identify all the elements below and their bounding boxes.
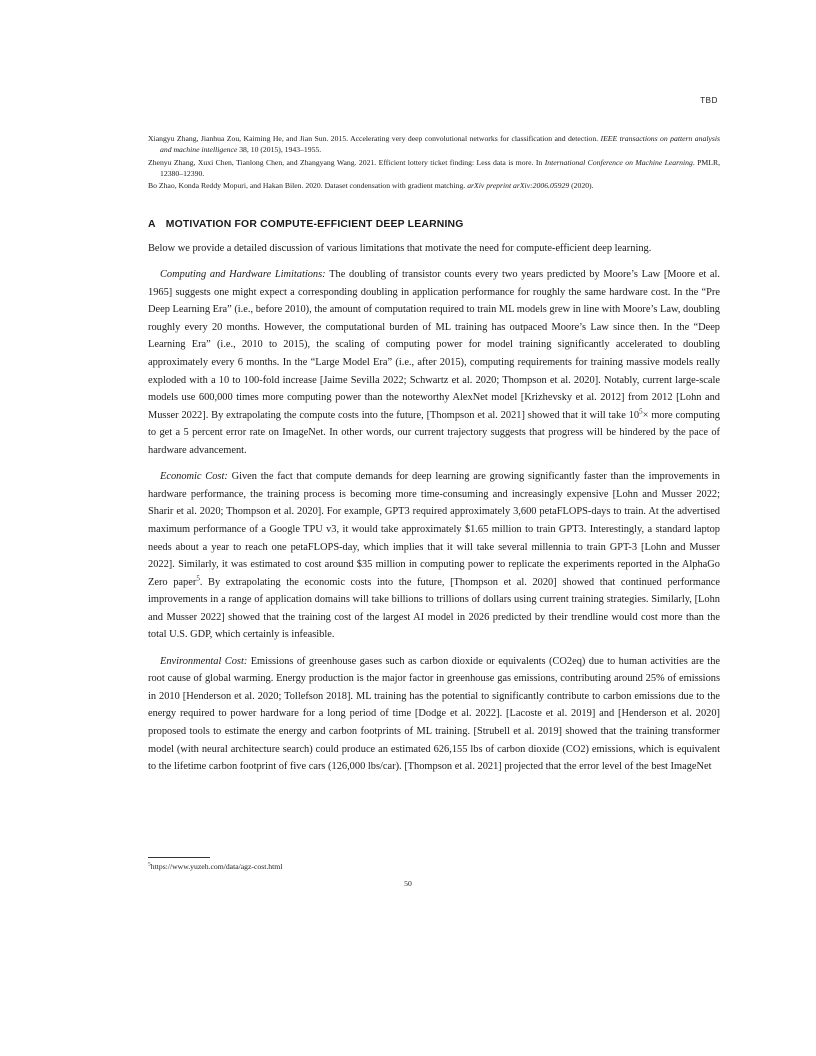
section-number: A [148, 219, 156, 230]
page-number: 50 [404, 879, 412, 888]
paragraph-runhead: Computing and Hardware Limitations: [160, 269, 326, 281]
running-header: TBD [700, 96, 718, 105]
footnote-rule [148, 857, 210, 858]
footnote-link[interactable]: https://www.yuzeh.com/data/agz-cost.html [150, 862, 283, 871]
intro-paragraph: Below we provide a detailed discussion of various limitations that motivate the need for compute-efficient deep learning. [148, 243, 652, 254]
paragraph-runhead: Economic Cost: [160, 471, 228, 483]
section-heading [148, 219, 464, 230]
footnote [148, 862, 282, 872]
reference-item: Xiangyu Zhang, Jianhua Zou, Kaiming He, and Jian Sun. 2015. Accelerating very deep convolutional networks for classification and detection. IEEE transactions on pattern analysis and machine intelligence 38, 10 (2015), 1943–1955. [148, 134, 720, 155]
body-text [148, 240, 720, 784]
section-title: MOTIVATION FOR COMPUTE-EFFICIENT DEEP LEARNING [165, 219, 464, 230]
paragraph-computing: Computing and Hardware Limitations: The doubling of transistor counts every two years predicted by Moore’s Law [Moore et al. 1965] suggests one might expect a corresponding doubling in application performance for roughly the same hardware cost. In the “Pre Deep Learning Era” (i.e., before 2010), the amount of computation required to train ML models grew in line with Moore’s Law, doubling roughly every 20 months. However, the computational burden of ML training has outpaced Moore’s Law since then. In the “Deep Learning Era” (i.e., 2010 to 2015), the scaling of computing power for model training significantly accelerated to doubling approximately every 6 months. In the “Large Model Era” (i.e., after 2015), computing requirements for training massive models really exploded with a 10 to 100-fold increase [Jaime Sevilla 2022; Schwartz et al. 2020; Thompson et al. 2020]. Notably, current large-scale models use 600,000 times more computing power than the noteworthy AlexNet model [Krizhevsky et al. 2012] from 2012 [Lohn and Musser 2022]. By extrapolating the compute costs into the future, [Thompson et al. 2021] showed that it will take $10^5\times$ more computing to get a 5 percent error rate on ImageNet. In other words, our current trajectory suggests that progress will be hindered by the pace of hardware advancement. [148, 269, 721, 457]
footnote-reference[interactable]: 5 [196, 574, 200, 583]
exponent: 5 [639, 407, 643, 416]
paragraph-runhead: Environmental Cost: [160, 655, 248, 667]
footnote-mark: 5 [148, 861, 151, 868]
paragraph-environmental: Environmental Cost: Emissions of greenhouse gases such as carbon dioxide or equivalents (CO2eq) due to human activities are the root cause of global warming. Energy production is the major factor in greenhouse gas emissions, contributing around 25% of emissions in 2010 [Henderson et al. 2020; Tollefson 2018]. ML training has the potential to significantly contribute to carbon emissions due to the energy required to power hardware for a long period of time [Dodge et al. 2022]. [Lacoste et al. 2019] and [Henderson et al. 2020] proposed tools to estimate the energy and carbon footprints of ML training. [Strubell et al. 2019] showed that the training transformer model (with neural architecture search) could produce an estimated 626,155 lbs of carbon dioxide (CO2) emissions, which is equivalent to the lifetime carbon footprint of five cars (126,000 lbs/car). [Thompson et al. 2021] projected that the error level of the best ImageNet [148, 655, 721, 773]
reference-item: Zhenyu Zhang, Xuxi Chen, Tianlong Chen, and Zhangyang Wang. 2021. Efficient lottery ticket finding: Less data is more. In International Conference on Machine Learning. PMLR, 12380–12390. [148, 157, 720, 178]
reference-item: Bo Zhao, Konda Reddy Mopuri, and Hakan Bilen. 2020. Dataset condensation with gradient matching. arXiv preprint arXiv:2006.05929 (2020). [148, 181, 594, 191]
paragraph-economic: Economic Cost: Given the fact that compute demands for deep learning are growing significantly faster than the improvements in hardware performance, the training process is becoming more time-consuming and increasingly expensive [Lohn and Musser 2022; Sharir et al. 2020; Thompson et al. 2020]. For example, GPT3 required approximately 3,600 petaFLOPS-days to train. At the advertised maximum performance of a Google TPU v3, it would take approximately $1.65 million to train GPT3. Interestingly, a standard laptop needs about a year to reach one petaFLOPS-day, which implies that it will take several millennia to train GPT-3 [Lohn and Musser 2022]. Similarly, it was estimated to cost around $35 million in computing power to replicate the experiments reported in the AlphaGo Zero paper$^5$. By extrapolating the economic costs into the future, [Thompson et al. 2020] showed that continued performance improvements in a range of application domains will take billions to trillions of dollars using current training strategies. Similarly, [Lohn and Musser 2022] showed that the training cost of the largest AI model in 2026 predicted by their trendline would cost more than the total U.S. GDP, which certainly is infeasible. [148, 471, 720, 641]
reference-list [148, 133, 720, 192]
